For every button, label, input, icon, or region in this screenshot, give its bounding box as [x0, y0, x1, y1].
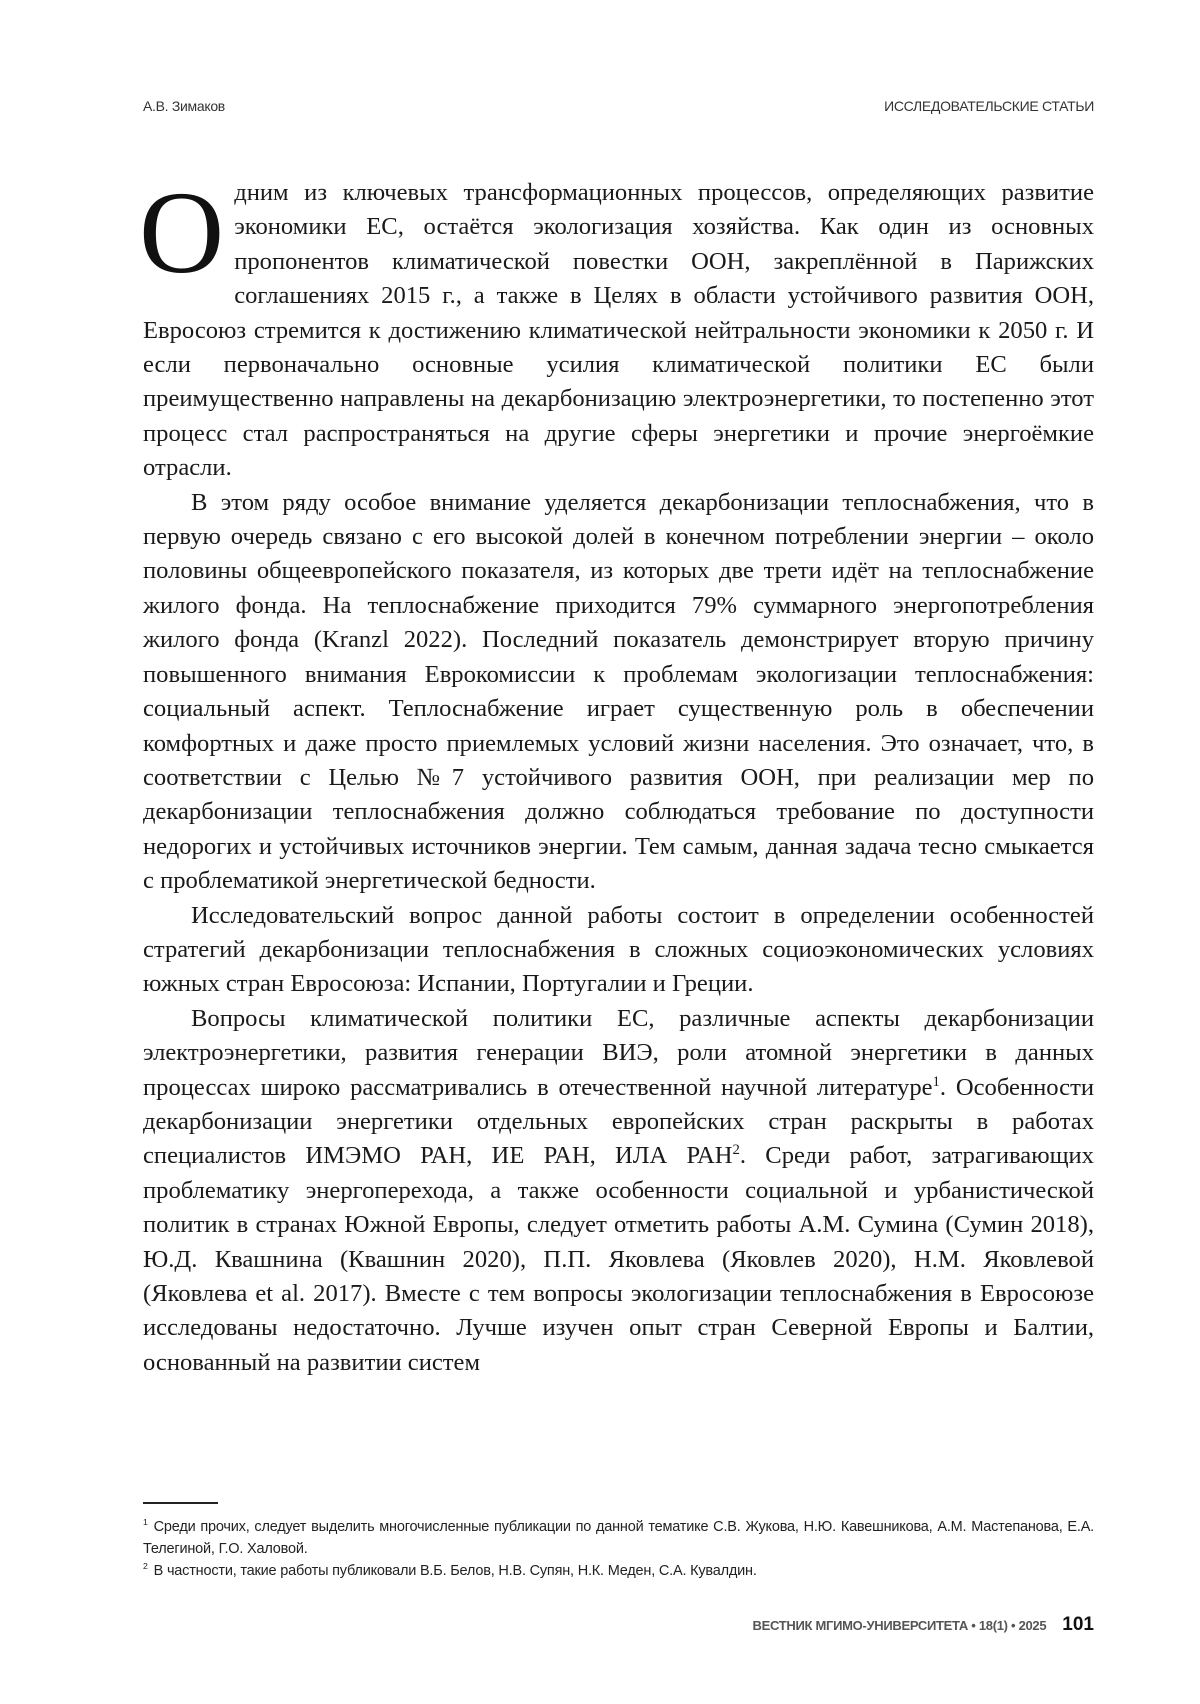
paragraph-4: Вопросы климатической политики ЕС, различные аспекты декарбонизации электроэнергетики, развития генерации ВИЭ, роли атомной энергетики в данных процессах широко рассматривались в отечественной научной литературе$^1$. Особенности декарбонизации энергетики отдельных европейских стран раскрыты в работах специалистов ИМЭМО РАН, ИЕ РАН, ИЛА РАН$^2$. Среди работ, затрагивающих проблематику энергоперехода, а также особенности социальной и урбанистической политик в странах Южной Европы, следует отметить работы А.М. Сумина (Сумин 2018), Ю.Д. Квашнина (Квашнин 2020), П.П. Яковлева (Яковлев 2020), Н.М. Яковлевой (Яковлева et al. 2017). Вместе с тем вопросы экологизации теплоснабжения в Евросоюзе исследованы недостаточно. Лучше изучен опыт стран Северной Европы и Балтии, основанный на развитии систем [143, 1004, 1094, 1376]
paragraph-3: Исследовательский вопрос данной работы состоит в определении особенностей стратегий декарбонизации теплоснабжения в сложных социоэкономических условиях южных стран Евросоюза: Испании, Португалии и Греции. [143, 901, 1094, 998]
footnote-1: $^1$ Среди прочих, следует выделить многочисленные публикации по данной тематике С.В. Жукова, Н.Ю. Кавешникова, А.М. Мастепанова, Е.А. Телегиной, Г.О. Халовой. [143, 1517, 1094, 1557]
footnote-ref-1[interactable]: 1 [932, 1073, 940, 1090]
article-body [139, 167, 1094, 1380]
paragraph-2: В этом ряду особое внимание уделяется декарбонизации теплоснабжения, что в первую очередь связано с его высокой долей в конечном потреблении энергии – около половины общеевропейского показателя, из которых две трети идёт на теплоснабжение жилого фонда. На теплоснабжение приходится 79% суммарного энергопотребления жилого фонда (Kranzl 2022). Последний показатель демонстрирует вторую причину повышенного внимания Еврокомиссии к проблемам экологизации теплоснабжения: социальный аспект. Теплоснабжение играет существенную роль в обеспечении комфортных и даже просто приемлемых условий жизни населения. Это означает, что, в соответствии с Целью №7 устойчивого развития ООН, при реализации мер по декарбонизации теплоснабжения должно соблюдаться требование по доступности недорогих и устойчивых источников энергии. Тем самым, данная задача тесно смыкается с проблематикой энергетической бедности. [143, 488, 1094, 895]
section-title: ИССЛЕДОВАТЕЛЬСКИЕ СТАТЬИ [884, 98, 1094, 114]
journal-name: ВЕСТНИК МГИМО-УНИВЕРСИТЕТА • 18(1) • 2025 [752, 1618, 1047, 1633]
page-number: 101 [1062, 1614, 1094, 1635]
footnote-ref-2[interactable]: 2 [732, 1142, 740, 1159]
running-head [143, 98, 1094, 114]
paragraph-1: Одним из ключевых трансформационных процессов, определяющих развитие экономики ЕС, остаётся экологизация хозяйства. Как один из основных пропонентов климатической повестки ООН, закреплённой в Парижских соглашениях 2015 г., а также в Целях в области устойчивого развития ООН, Евросоюз стремится к достижению климатической нейтральности экономики к 2050 г. И если первоначально основные усилия климатической политики ЕС были преимущественно направлены на декарбонизацию электроэнергетики, то постепенно этот процесс стал распространяться на другие сферы энергетики и прочие энергоёмкие отрасли. [139, 167, 1094, 482]
drop-cap: О [139, 167, 225, 298]
footnotes [143, 1516, 1094, 1582]
page-footer [753, 1614, 1094, 1636]
footnote-divider [143, 1502, 218, 1504]
author-name: А.В. Зимаков [143, 98, 225, 114]
footnote-2: $^2$ В частности, такие работы публиковали В.Б. Белов, Н.В. Супян, Н.К. Меден, С.А. Кувалдин. [143, 1561, 757, 1579]
